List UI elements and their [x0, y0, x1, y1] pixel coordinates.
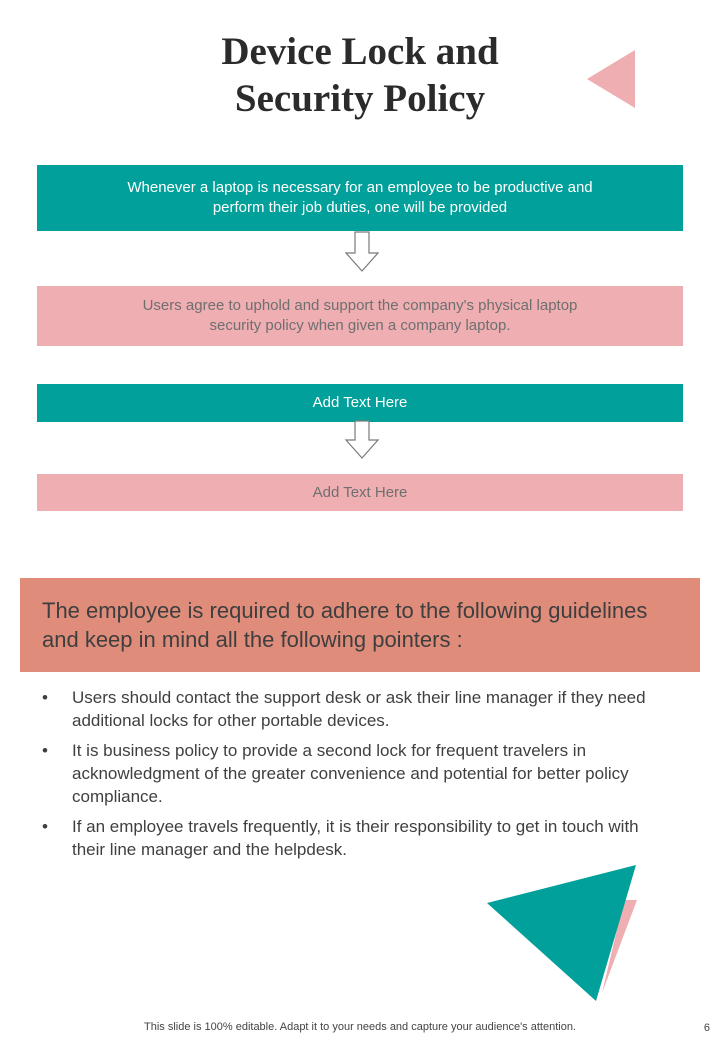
- flow-step-1-box: [37, 165, 683, 231]
- flow-step-2-box: [37, 286, 683, 346]
- flow-step-4-box: [37, 474, 683, 511]
- flow-step-4-text: Add Text Here: [312, 483, 408, 501]
- guidelines-heading: The employee is required to adhere to the following guidelines and keep in mind all the following pointers :: [42, 598, 648, 652]
- bullet-icon: •: [42, 741, 48, 760]
- down-arrow-icon: [344, 420, 380, 460]
- page-number: 6: [703, 1022, 710, 1034]
- pink-triangle-decoration-top: [585, 48, 637, 110]
- flow-step-3-text: Add Text Here: [312, 394, 408, 411]
- triangle-decoration-bottom: [484, 862, 640, 1004]
- page-title: [110, 28, 610, 122]
- list-item-text: Users should contact the support desk or ask their line manager if they need additional locks for other portable devices.: [72, 688, 646, 730]
- flow-step-3-box: [37, 384, 683, 422]
- guidelines-heading-box: [20, 578, 700, 672]
- list-item: [40, 815, 650, 861]
- guidelines-list: [40, 686, 650, 868]
- bullet-icon: •: [42, 688, 48, 707]
- footer-note: This slide is 100% editable. Adapt it to your needs and capture your audience's attention.: [144, 1021, 576, 1033]
- list-item: [40, 739, 650, 808]
- flow-step-1-text: Whenever a laptop is necessary for an employee to be productive and perform their job duties, one will be provided: [127, 179, 593, 216]
- list-item-text: It is business policy to provide a second lock for frequent travelers in acknowledgment of the greater convenience and potential for better policy compliance.: [72, 741, 629, 806]
- list-item: [40, 686, 650, 732]
- flow-step-2-text: Users agree to uphold and support the company's physical laptop security policy when given a company laptop.: [142, 297, 578, 334]
- bullet-icon: •: [42, 817, 48, 836]
- page-title-line-2: Security Policy: [234, 77, 486, 120]
- page-title-line-1: Device Lock and: [221, 30, 499, 73]
- teal-triangle-shape: [487, 865, 636, 1001]
- list-item-text: If an employee travels frequently, it is their responsibility to get in touch with their line manager and the helpdesk.: [72, 817, 639, 859]
- down-arrow-icon: [344, 231, 380, 273]
